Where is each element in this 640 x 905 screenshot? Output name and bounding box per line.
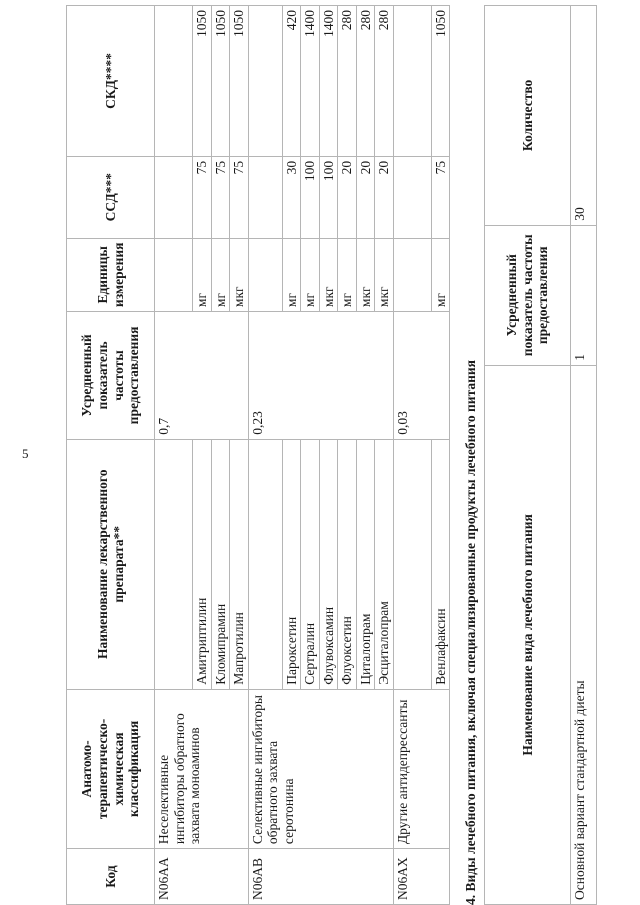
drug-name: Кломипрамин: [211, 439, 230, 689]
header-nutrition-freq: Усредненный показатель частоты предоставления: [485, 225, 571, 365]
nutrition-section-heading: 4. Виды лечебного питания, включая специализированные продукты лечебного питания: [463, 360, 478, 905]
drug-unit: мг: [211, 238, 230, 312]
drug-name: Сертралин: [301, 439, 320, 689]
drug-ssd: 75: [211, 156, 230, 238]
nutrition-freq: 1: [571, 225, 597, 365]
group-atc: Селективные ингибиторы обратного захвата серотонина: [248, 689, 393, 848]
drug-table: [66, 5, 450, 905]
group-code: N06AA: [155, 849, 249, 905]
drug-ssd: 20: [338, 156, 357, 238]
drug-unit: мг: [193, 238, 212, 312]
drug-skd: 280: [375, 6, 394, 157]
group-atc: Неселективные ингибиторы обратного захвата моноаминов: [155, 689, 249, 848]
drug-unit: мкг: [375, 238, 394, 312]
drug-name: Эсциталопрам: [375, 439, 394, 689]
table-row: [393, 6, 431, 905]
group-atc: Другие антидепрессанты: [393, 689, 450, 848]
rotated-page-content: [66, 5, 626, 905]
drug-name: Мапротилин: [230, 439, 249, 689]
header-ssd: ССД***: [67, 156, 155, 238]
drug-unit: мкг: [230, 238, 249, 312]
header-freq: Усредненный показатель частоты предоставления: [67, 312, 155, 440]
drug-ssd: 100: [301, 156, 320, 238]
drug-skd: 1050: [193, 6, 212, 157]
header-nutrition-qty: Количество: [485, 6, 571, 226]
nutrition-qty: 30: [571, 6, 597, 226]
drug-ssd: 75: [431, 156, 450, 238]
table-row: [571, 6, 597, 905]
drug-ssd: 20: [356, 156, 375, 238]
drug-name: Амитриптилин: [193, 439, 212, 689]
nutrition-table: [484, 5, 597, 905]
drug-unit: мкг: [319, 238, 338, 312]
drug-skd: 1050: [230, 6, 249, 157]
drug-skd: 420: [282, 6, 301, 157]
drug-skd: 1400: [301, 6, 320, 157]
drug-skd: 1050: [211, 6, 230, 157]
drug-unit: мг: [301, 238, 320, 312]
header-skd: СКД****: [67, 6, 155, 157]
header-atc: Анатомо-терапевтическо-химическая классификация: [67, 689, 155, 848]
drug-ssd: 100: [319, 156, 338, 238]
drug-ssd: 30: [282, 156, 301, 238]
group-freq: 0,7: [155, 312, 249, 440]
drug-skd: 280: [356, 6, 375, 157]
drug-ssd: 75: [193, 156, 212, 238]
drug-unit: мг: [282, 238, 301, 312]
drug-name: Флуоксетин: [338, 439, 357, 689]
nutrition-table-header-row: [485, 6, 571, 905]
header-unit: Единицы измерения: [67, 238, 155, 312]
drug-ssd: 75: [230, 156, 249, 238]
drug-skd: 1400: [319, 6, 338, 157]
drug-name: Пароксетин: [282, 439, 301, 689]
drug-ssd: 20: [375, 156, 394, 238]
drug-unit: мкг: [356, 238, 375, 312]
drug-skd: 280: [338, 6, 357, 157]
drug-unit: мг: [338, 238, 357, 312]
drug-table-header-row: [67, 6, 155, 905]
page-number: 5: [22, 446, 29, 461]
header-drug: Наименование лекарственного препарата**: [67, 439, 155, 689]
group-freq: 0,03: [393, 312, 450, 440]
group-code: N06AB: [248, 849, 393, 905]
drug-name: Циталопрам: [356, 439, 375, 689]
drug-name: Флувоксамин: [319, 439, 338, 689]
group-code: N06AX: [393, 849, 450, 905]
group-freq: 0,23: [248, 312, 393, 440]
table-row: [248, 6, 282, 905]
nutrition-name: Основной вариант стандартной диеты: [571, 365, 597, 904]
header-nutrition-name: Наименование вида лечебного питания: [485, 365, 571, 904]
drug-name: Венлафаксин: [431, 439, 450, 689]
drug-skd: 1050: [431, 6, 450, 157]
header-code: Код: [67, 849, 155, 905]
drug-unit: мг: [431, 238, 450, 312]
table-row: [155, 6, 193, 905]
